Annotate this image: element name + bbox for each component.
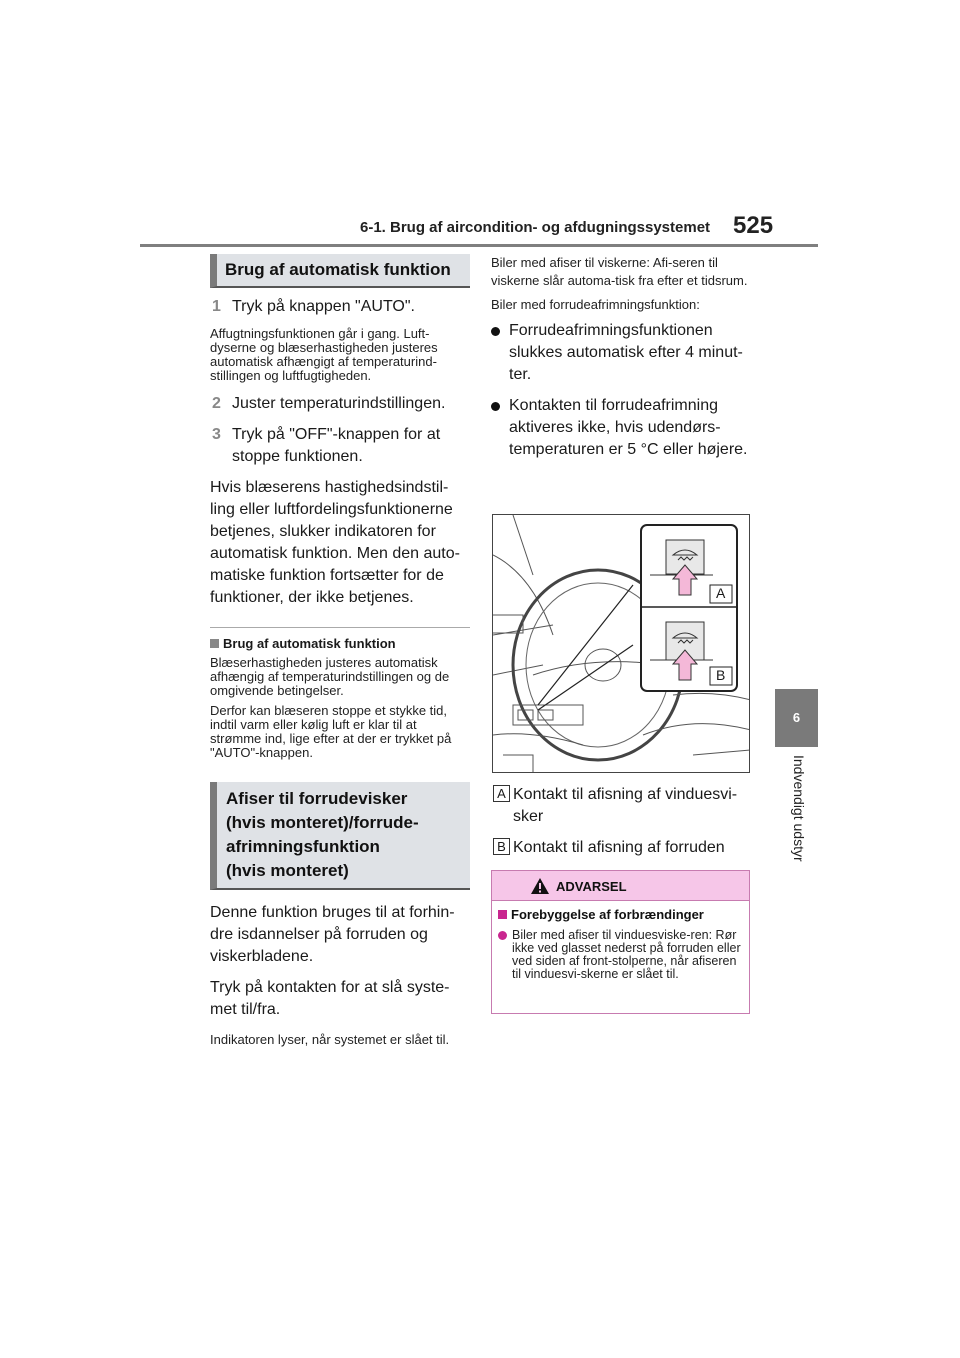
step-text: Tryk på "OFF"-knappen for at stoppe funktionen. <box>232 426 441 465</box>
wiper-deicer-note: Biler med afiser til viskerne: Afi-seren til viskerne slår automa-tisk fra efter et tidsrum. <box>491 255 748 288</box>
subsection-heading <box>210 636 470 651</box>
legend-key: A <box>493 785 510 802</box>
divider <box>210 627 470 628</box>
left-column <box>210 254 470 1050</box>
bullet-text: Forrudeafrimningsfunktionen slukkes automatisk efter 4 minut-ter. <box>509 322 743 383</box>
square-bullet-icon <box>498 910 507 919</box>
defog-body-1: Denne funktion bruges til at forhin-dre isdannelser på forruden og viskerbladene. <box>210 904 455 965</box>
bullet-item <box>491 320 751 386</box>
bullet-dot-icon <box>498 931 507 940</box>
heading-line: (hvis monteret)/forrude- <box>226 813 419 832</box>
bullet-dot-icon <box>491 327 500 336</box>
bullet-item <box>491 395 751 461</box>
heading-line: Afiser til forrudevisker <box>226 789 408 808</box>
warning-box <box>491 870 750 1014</box>
dashboard-illustration <box>493 515 750 773</box>
legend-item-a <box>493 784 749 828</box>
dashboard-figure <box>492 514 750 773</box>
legend-text: Kontakt til afisning af forruden <box>513 839 725 856</box>
step-2 <box>210 393 470 415</box>
section-heading-auto: Brug af automatisk funktion <box>210 254 470 288</box>
warning-item-text: Biler med afiser til vinduesviske-ren: Rør ikke ved glasset nederst på forruden eller ved siden af front-stolperne, når afiseren til vinduesvi-skerne er slået til. <box>512 928 741 981</box>
bullet-dot-icon <box>491 402 500 411</box>
chapter-label-text: Indvendigt udstyr <box>791 755 807 862</box>
subsection-note-1: Blæserhastigheden justeres automatisk afhængig af temperaturindstillingen og de omgivende betingelser. <box>210 655 450 698</box>
windshield-defrost-note: Biler med forrudeafrimningsfunktion: <box>491 297 700 312</box>
warning-title: ADVARSEL <box>556 879 627 894</box>
heading-line: (hvis monteret) <box>226 861 349 880</box>
subsection-heading-text: Brug af automatisk funktion <box>223 636 396 651</box>
step-text: Tryk på knappen "AUTO". <box>232 298 415 315</box>
header-rule <box>140 244 818 247</box>
warning-header <box>492 871 749 901</box>
legend-text: Kontakt til afisning af vinduesvi-sker <box>513 786 738 825</box>
chapter-label <box>767 755 827 885</box>
auto-body-text: Hvis blæserens hastighedsindstil-ling eller luftfordelingsfunktionerne betjenes, slukker indikatoren for automatisk funktion. Men den auto-matiske funktion fortsætter for de funktioner, der ikke betjenes. <box>210 479 460 606</box>
bullet-text: Kontakten til forrudeafrimning aktiveres ikke, hvis udendørs-temperaturen er 5 °C eller højere. <box>509 397 748 458</box>
square-bullet-icon <box>210 639 219 648</box>
defog-note: Indikatoren lyser, når systemet er slået til. <box>210 1032 450 1047</box>
step-3 <box>210 424 470 468</box>
defog-body-2: Tryk på kontakten for at slå syste-met til/fra. <box>210 979 450 1018</box>
subsection-note-2: Derfor kan blæseren stoppe et stykke tid, indtil varm eller kølig luft er klar til at strømme ind, lige efter at der er trykket på "AUTO"-knappen. <box>210 703 452 760</box>
step-number: 2 <box>212 395 221 412</box>
section-title: 6-1. Brug af aircondition- og afdugningssystemet <box>360 219 711 236</box>
chapter-tab: 6 <box>775 689 818 747</box>
right-column <box>491 254 751 461</box>
warning-subheading <box>498 907 743 922</box>
callout-a-label: A <box>716 585 726 601</box>
section-heading-defog <box>210 782 470 890</box>
warning-triangle-icon <box>530 877 550 895</box>
heading-line: afrimningsfunktion <box>226 837 380 856</box>
step-1 <box>210 296 470 318</box>
warning-item <box>498 929 743 981</box>
legend-key: B <box>493 838 510 855</box>
step-number: 3 <box>212 426 221 443</box>
step-1-note: Affugtningsfunktionen går i gang. Luft-dyserne og blæserhastigheden justeres automatisk afhængigt af temperaturind-stillingen og luftfugtigheden. <box>210 326 438 383</box>
step-text: Juster temperaturindstillingen. <box>232 395 446 412</box>
step-number: 1 <box>212 298 221 315</box>
page-number: 525 <box>733 212 774 239</box>
warning-subheading-text: Forebyggelse af forbrændinger <box>511 907 704 922</box>
legend-item-b <box>493 837 749 859</box>
callout-b-label: B <box>716 667 726 683</box>
warning-body <box>492 901 749 981</box>
